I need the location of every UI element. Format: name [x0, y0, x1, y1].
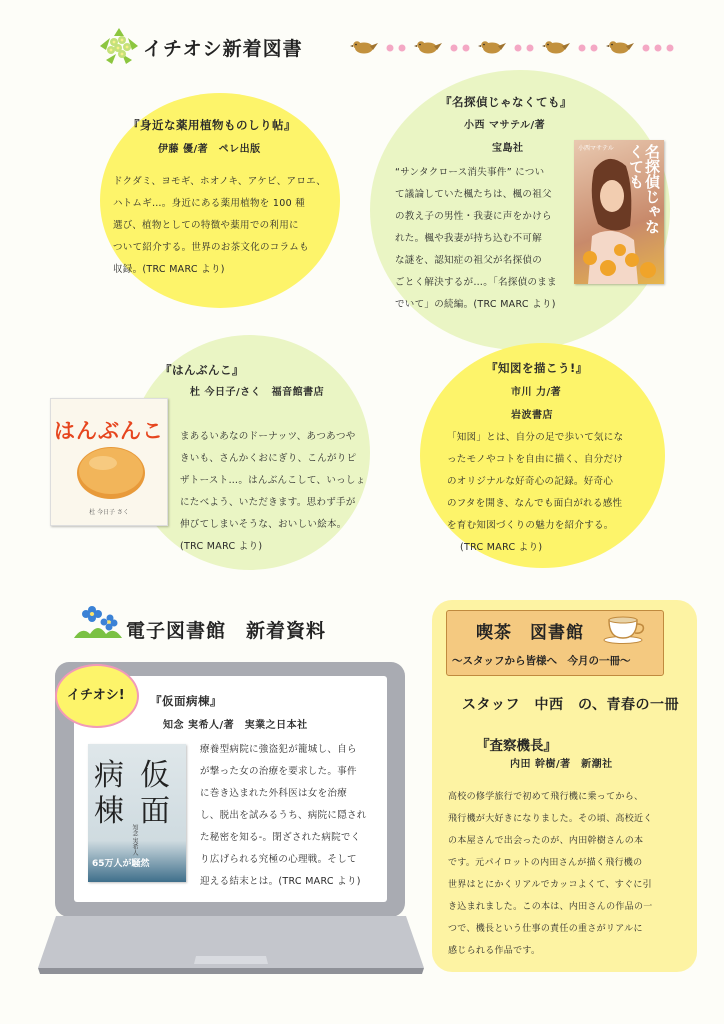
- ichioshi-badge-label: イチオシ!: [67, 688, 125, 703]
- flower-cluster-icon: [96, 24, 142, 68]
- book-1-line: ついて紹介する。世界のお茶文化のコラムも: [113, 242, 309, 253]
- book-2-cover: [574, 140, 664, 284]
- book-3-author: 杜 今日子/さく 福音館書店: [190, 387, 325, 398]
- ebook-line: し、脱出を試みるうち、病院に隠され: [200, 810, 367, 821]
- book-3-line: にたべよう、いただきます。思わず手が: [180, 497, 356, 508]
- book-4-line: のフタを開き、なんでも面白がれる感性: [447, 498, 623, 509]
- book-4-author: 市川 力/著: [511, 387, 562, 398]
- book-2-line: “サンタクロース消失事件” につい: [395, 167, 545, 178]
- book-4-line: ったモノやコトを自由に描く、自分だけ: [447, 454, 624, 465]
- cafe-line: き込まれました。この本は、内田さんの作品の一: [448, 902, 653, 912]
- book-4-publisher: 岩波書店: [511, 410, 553, 421]
- book-2-line: ごとく解決するが…。「名探偵のまま: [395, 277, 557, 288]
- cafe-line: 世界はとにかくリアルでカッコよくて、すぐに引: [448, 880, 652, 890]
- book-2-line: て議論していた楓たちは、楓の祖父: [395, 189, 552, 200]
- cafe-subtitle: ～スタッフから皆様へ 今月の一冊～: [452, 655, 631, 667]
- coffee-cup-icon: [603, 614, 647, 644]
- book-3-line: 伸びてしまいそうな、おいしい絵本。: [180, 519, 347, 530]
- ebook-cover-char: 仮: [140, 758, 170, 793]
- cafe-title: 喫茶 図書館: [476, 623, 584, 643]
- book-1-line: 収録。(TRC MARC より): [113, 264, 225, 275]
- ebook-title: 『仮面病棟』: [150, 694, 222, 708]
- book-2-cover-title: 名探偵じゃなくても: [627, 144, 661, 234]
- cafe-line: です。元パイロットの内田さんが描く飛行機の: [448, 858, 643, 868]
- book-3-line: まあるいあなのドーナッツ、あつあつや: [180, 431, 356, 442]
- ebook-line: た秘密を知る-。閉ざされた病院でく: [200, 832, 361, 843]
- ebook-line: 療養型病院に強盗犯が籠城し、自ら: [200, 744, 357, 755]
- cafe-line: 感じられる作品です。: [448, 946, 541, 956]
- ebook-line: に巻き込まれた外科医は女を治療: [200, 788, 348, 799]
- ebook-heading: 電子図書館 新着資料: [126, 620, 327, 642]
- laptop-keyboard: [36, 912, 426, 976]
- book-3-line: ザトースト…。はんぶんこして、いっしょ: [180, 475, 366, 486]
- book-2-line: の教え子の男性・我妻に声をかけら: [395, 211, 552, 222]
- book-2-cover-author: 小西マサテル: [578, 145, 614, 152]
- cafe-line: の本屋さんで出会ったのが、内田幹樹さんの本: [448, 836, 644, 846]
- ebook-cover-char: 病: [94, 758, 124, 793]
- book-3-line: きいも、さんかくおにぎり、こんがりピ: [180, 453, 357, 464]
- book-1-author: 伊藤 優/著 ペレ出版: [158, 144, 261, 155]
- blue-flower-icon: [72, 600, 124, 642]
- book-3-title: 『はんぶんこ』: [160, 363, 244, 377]
- book-1-title: 『身近な薬用植物ものしり帖』: [128, 118, 296, 132]
- book-4-line: (TRC MARC より): [460, 542, 543, 553]
- book-2-title: 『名探偵じゃなくても』: [440, 95, 572, 109]
- book-3-cover-author: 杜 今日子 さく: [89, 509, 129, 516]
- book-1-line: ドクダミ、ヨモギ、ホオノキ、アケビ、アロエ、: [113, 176, 327, 187]
- ebook-author: 知念 実希人/著 実業之日本社: [163, 720, 308, 731]
- book-4-line: 「知図」とは、自分の足で歩いて気にな: [447, 432, 624, 443]
- cafe-line: 飛行機が大好きになりました。その頃、高校近く: [448, 814, 653, 824]
- ebook-line: 迎える結末とは。(TRC MARC より): [200, 876, 361, 887]
- book-2-publisher: 宝島社: [492, 143, 524, 154]
- book-2-line: な謎を、認知症の祖父が名探偵の: [395, 255, 543, 266]
- ebook-cover-char: 棟: [94, 794, 124, 829]
- bird-and-flower-border: [350, 36, 680, 58]
- book-3-cover-title: はんぶんこ: [54, 419, 164, 443]
- book-4-title: 『知図を描こう!』: [486, 361, 588, 375]
- cafe-book-title: 『査察機長』: [476, 738, 557, 754]
- ebook-cover-author: 知念 実希人: [131, 824, 138, 856]
- book-2-line: でいて」の続編。(TRC MARC より): [395, 299, 556, 310]
- book-2-line: れた。楓や我妻が持ち込む不可解: [395, 233, 543, 244]
- cafe-book-author: 内田 幹樹/著 新潮社: [510, 759, 613, 770]
- book-1-line: ハトムギ…。身近にある薬用植物を 100 種: [113, 198, 306, 209]
- cafe-staff-line: スタッフ 中西 の、青春の一冊: [462, 697, 679, 713]
- ebook-cover: [88, 744, 186, 882]
- book-4-line: のオリジナルな好奇心の記録。好奇心: [447, 476, 614, 487]
- page-title: イチオシ新着図書: [143, 38, 303, 60]
- cafe-line: 高校の修学旅行で初めて飛行機に乗ってから、: [448, 792, 644, 802]
- book-2-author: 小西 マサテル/著: [464, 120, 546, 131]
- book-3-cover: [50, 398, 168, 526]
- cafe-line: つで、機長という仕事の責任の重さがリアルに: [448, 924, 643, 934]
- book-1-line: 選び、植物としての特徴や薬用での利用に: [113, 220, 299, 231]
- ebook-cover-tagline: 65万人が騒然: [92, 859, 150, 869]
- book-4-line: を育む知図づくりの魅力を紹介する。: [447, 520, 614, 531]
- ebook-cover-char: 面: [140, 794, 170, 829]
- book-3-line: (TRC MARC より): [180, 541, 263, 552]
- ebook-line: り広げられる究極の心理戦。そして: [200, 854, 357, 865]
- ebook-line: が撃った女の治療を要求した。事件: [200, 766, 357, 777]
